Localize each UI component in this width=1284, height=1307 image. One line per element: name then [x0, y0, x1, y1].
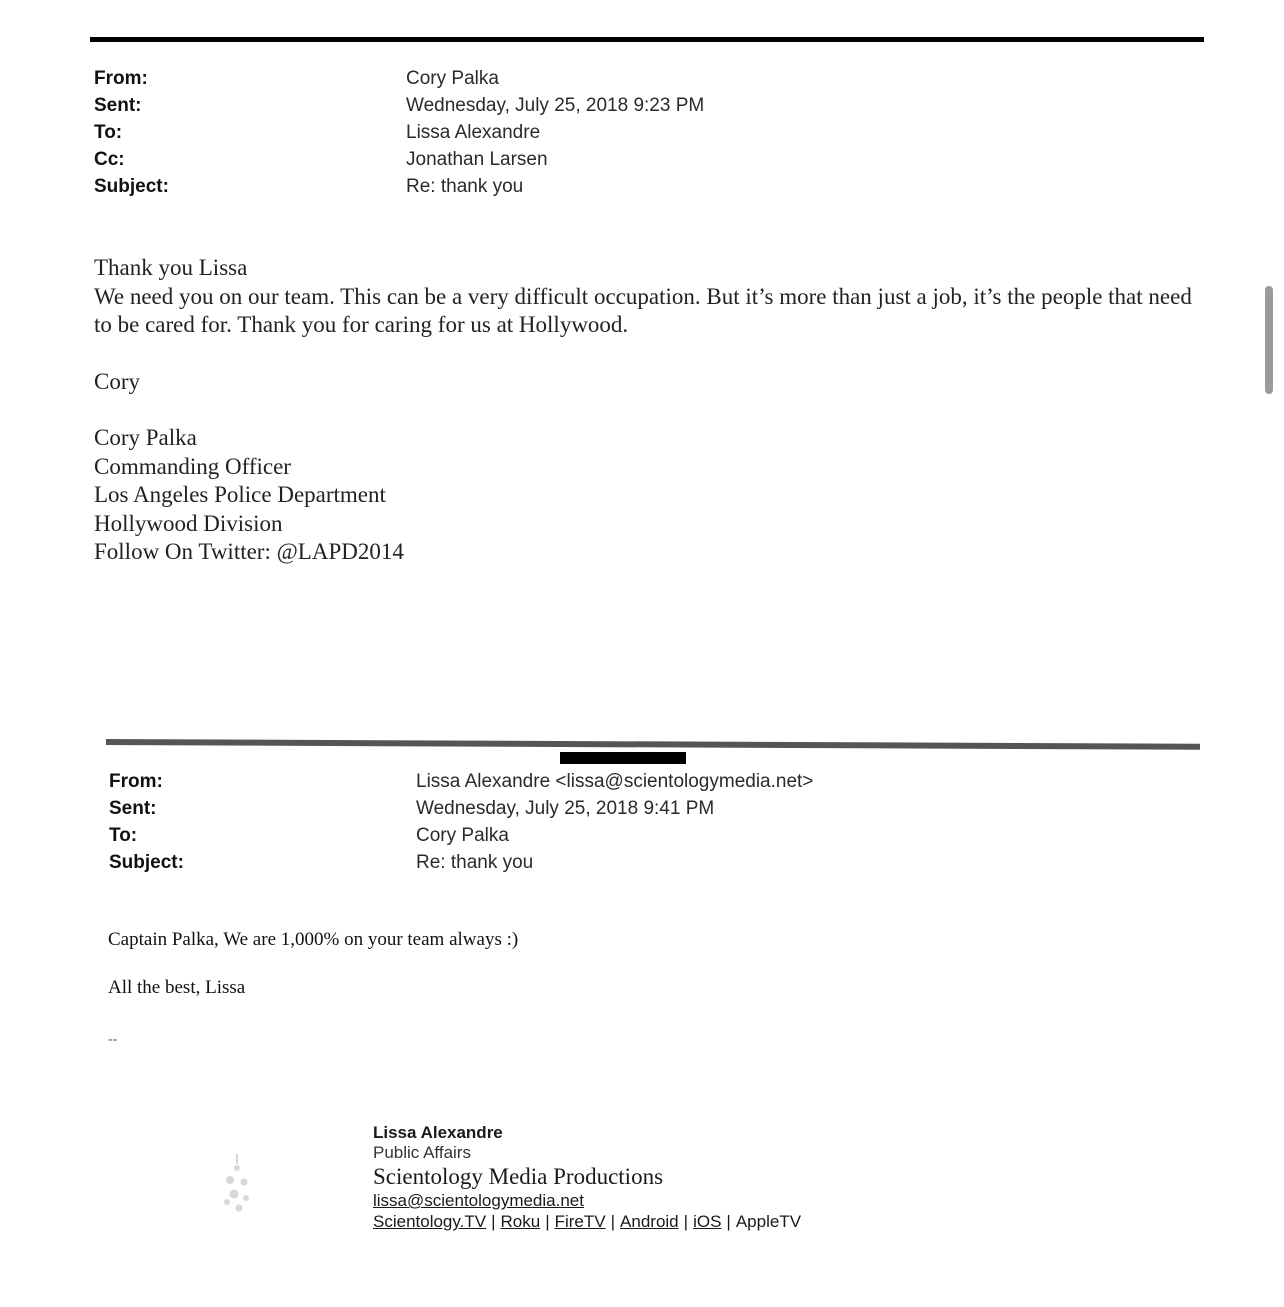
email2-header-to: [109, 822, 813, 849]
signature-logo-icon: [212, 1150, 262, 1222]
link-separator: |: [683, 1212, 689, 1231]
vertical-scrollbar[interactable]: [1265, 286, 1273, 394]
header-label: To:: [109, 825, 138, 846]
email1-closing: Cory: [94, 368, 140, 394]
header-label: Cc:: [94, 149, 125, 170]
signature-dash: --: [108, 1032, 118, 1047]
email2-header-subject: [109, 849, 813, 876]
signature-links: [373, 1211, 801, 1233]
email1-signature-title: Commanding Officer: [94, 453, 291, 479]
email1-greeting: Thank you Lissa: [94, 255, 248, 280]
email1-signature-twitter: Follow On Twitter: @LAPD2014: [94, 539, 404, 564]
header-label: Sent:: [109, 798, 157, 819]
header-label: Subject:: [94, 176, 169, 197]
email2-header-from: [109, 768, 813, 795]
signature-org: Scientology Media Productions: [373, 1164, 664, 1189]
email1-header-to: [94, 119, 704, 146]
header-value: Jonathan Larsen: [406, 149, 548, 170]
link-scientology-tv[interactable]: Scientology.TV: [373, 1212, 487, 1231]
header-value: Wednesday, July 25, 2018 9:23 PM: [406, 95, 705, 116]
header-label: From:: [94, 68, 148, 89]
header-label: From:: [109, 771, 163, 792]
link-separator: |: [610, 1212, 616, 1231]
link-separator: |: [726, 1212, 731, 1231]
email1-signature-dept: Los Angeles Police Department: [94, 482, 386, 507]
link-android[interactable]: Android: [620, 1212, 679, 1231]
text-appletv: AppleTV: [735, 1212, 802, 1231]
email2-signature: [373, 1123, 801, 1233]
header-value: Wednesday, July 25, 2018 9:41 PM: [416, 798, 715, 819]
link-ios[interactable]: iOS: [693, 1212, 722, 1231]
header-value: Lissa Alexandre: [406, 122, 541, 143]
email2-closing: All the best, Lissa: [108, 977, 246, 998]
header-value: Re: thank you: [406, 176, 524, 197]
signature-role: Public Affairs: [373, 1143, 471, 1162]
link-separator: |: [491, 1212, 496, 1231]
email2-body: [108, 926, 518, 1054]
email1-header-sent: [94, 92, 704, 119]
redaction-bar: [560, 752, 686, 764]
link-firetv[interactable]: FireTV: [554, 1212, 606, 1231]
email2-message: Captain Palka, We are 1,000% on your team always :): [108, 929, 519, 950]
link-roku[interactable]: Roku: [500, 1212, 541, 1231]
link-separator: |: [545, 1212, 550, 1231]
header-label: To:: [94, 122, 123, 143]
email1-top-rule: [90, 37, 1204, 42]
email1-header-from: [94, 65, 704, 92]
header-value: Cory Palka: [406, 68, 499, 89]
header-label: Subject:: [109, 852, 184, 873]
header-value: Lissa Alexandre <lissa@scientologymedia.net>: [416, 771, 814, 792]
email1-signature-name: Cory Palka: [94, 425, 197, 450]
header-value: Cory Palka: [416, 825, 509, 846]
email1-header: [94, 65, 704, 200]
email1-body: [94, 254, 1204, 567]
header-value: Re: thank you: [416, 852, 534, 873]
signature-email-link[interactable]: lissa@scientologymedia.net: [373, 1191, 584, 1210]
email2-top-rule: [106, 739, 1200, 750]
email1-message: We need you on our team. This can be a very difficult occupation. But it’s more than just a job, it’s the people that need to be cared for. Thank you for caring for us at Hollywood.: [94, 283, 1192, 337]
header-label: Sent:: [94, 95, 142, 116]
email1-header-subject: [94, 173, 704, 200]
email1-header-cc: [94, 146, 704, 173]
email2-header: [109, 768, 813, 876]
email2-header-sent: [109, 795, 813, 822]
signature-name: Lissa Alexandre: [373, 1123, 503, 1142]
email1-signature-division: Hollywood Division: [94, 510, 283, 536]
